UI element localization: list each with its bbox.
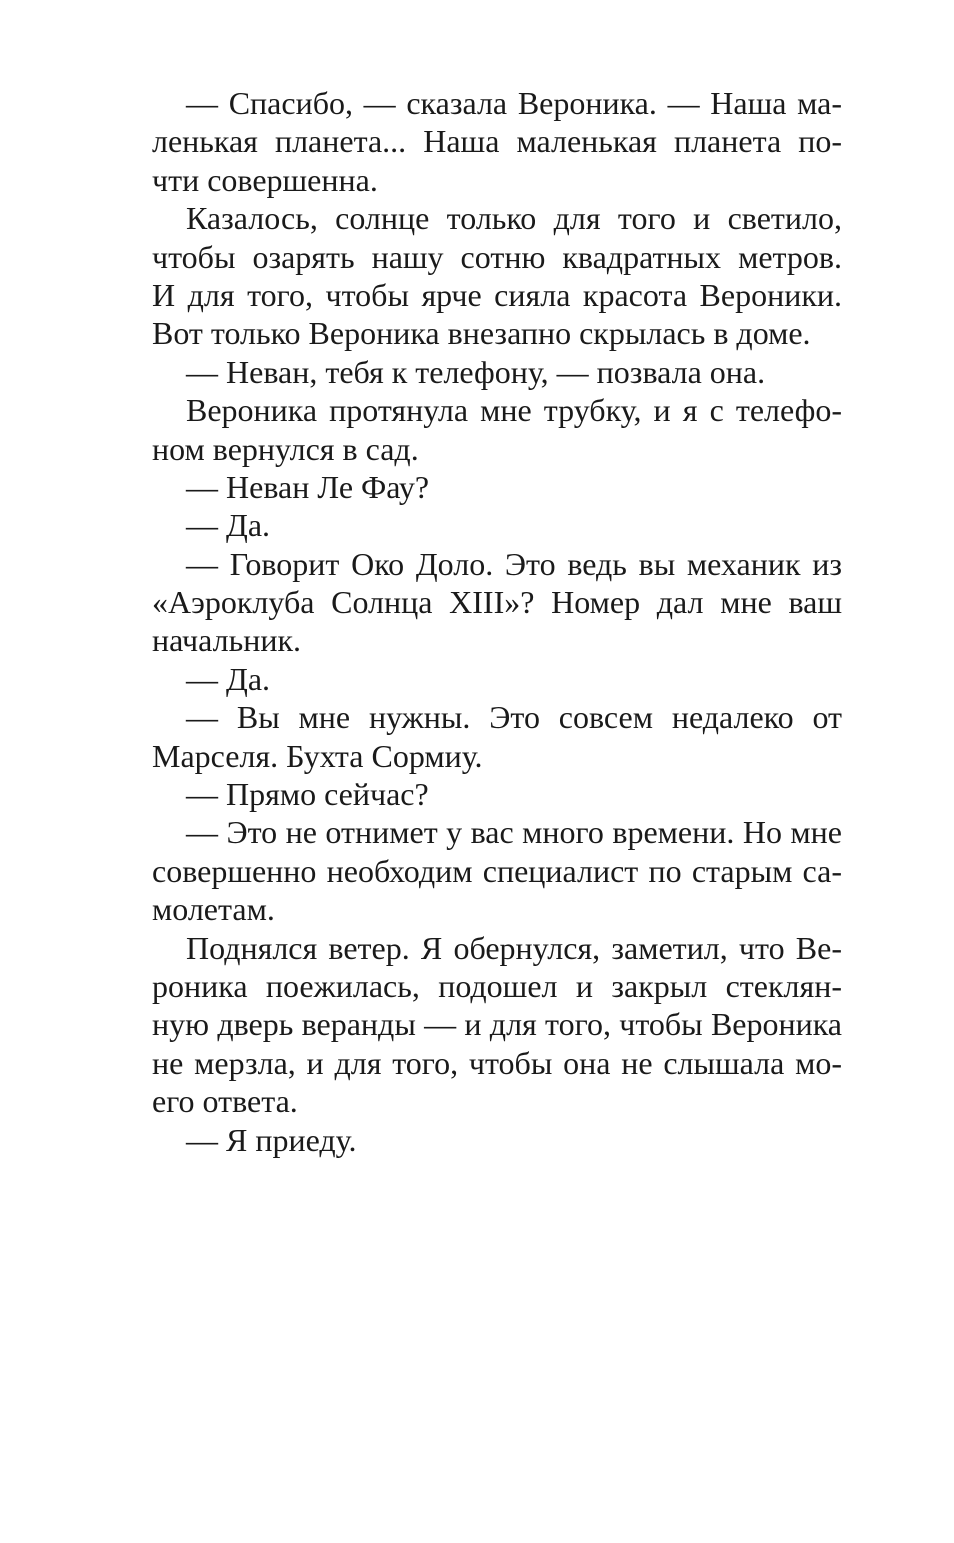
text-line: роника поежилась, подошел и закрыл стеклян- — [152, 967, 842, 1004]
text-line: Казалось, солнце только для того и светило, — [186, 200, 842, 237]
text-line: ном вернулся в сад. — [152, 430, 419, 467]
text-line: чтобы озарять нашу сотню квадратных метров. — [152, 238, 842, 275]
text-line: ленькая планета... Наша маленькая планета по- — [152, 123, 842, 160]
dialogue-paragraph — [152, 468, 842, 506]
dialogue-paragraph — [152, 698, 842, 775]
text-line: Поднялся ветер. Я обернулся, заметил, что Ве- — [186, 929, 842, 966]
dialogue-paragraph — [152, 84, 842, 199]
text-line: И для того, чтобы ярче сияла красота Вероники. — [152, 276, 842, 313]
dialogue-paragraph — [152, 506, 842, 544]
dialogue-paragraph — [152, 813, 842, 928]
text-line: чти совершенна. — [152, 161, 378, 198]
text-line: молетам. — [152, 891, 275, 928]
text-line: «Аэроклуба Солнца XIII»? Номер дал мне ваш — [152, 584, 842, 621]
text-line: — Прямо сейчас? — [186, 776, 429, 813]
text-line: не мерзла, и для того, чтобы она не слышала мо- — [152, 1044, 842, 1081]
text-line: начальник. — [152, 622, 301, 659]
page-text — [152, 84, 842, 1159]
text-line: Вот только Вероника внезапно скрылась в доме. — [152, 315, 811, 352]
text-line: — Неван Ле Фау? — [186, 468, 430, 505]
text-line: — Вы мне нужны. Это совсем недалеко от — [186, 699, 842, 736]
text-line: — Спасибо, — сказала Вероника. — Наша ма- — [186, 85, 842, 121]
dialogue-paragraph — [152, 545, 842, 660]
text-line: — Да. — [186, 660, 271, 697]
text-line: — Говорит Око Доло. Это ведь вы механик из — [186, 545, 842, 582]
dialogue-paragraph — [152, 353, 842, 391]
text-line: — Я приеду. — [186, 1121, 357, 1158]
dialogue-paragraph — [152, 775, 842, 813]
dialogue-paragraph — [152, 1121, 842, 1159]
narration-paragraph — [152, 199, 842, 353]
text-line: ную дверь веранды — и для того, чтобы Вероника — [152, 1006, 842, 1043]
text-line: его ответа. — [152, 1083, 298, 1120]
text-line: — Да. — [186, 507, 271, 544]
text-line: Марселя. Бухта Сормиу. — [152, 737, 483, 774]
text-line: совершенно необходим специалист по старым са- — [152, 852, 842, 889]
text-line: — Неван, тебя к телефону, — позвала она. — [186, 353, 766, 390]
narration-paragraph — [152, 929, 842, 1121]
text-line: Вероника протянула мне трубку, и я с телефо- — [186, 392, 842, 429]
text-line: — Это не отнимет у вас много времени. Но мне — [186, 814, 842, 851]
dialogue-paragraph — [152, 660, 842, 698]
narration-paragraph — [152, 391, 842, 468]
